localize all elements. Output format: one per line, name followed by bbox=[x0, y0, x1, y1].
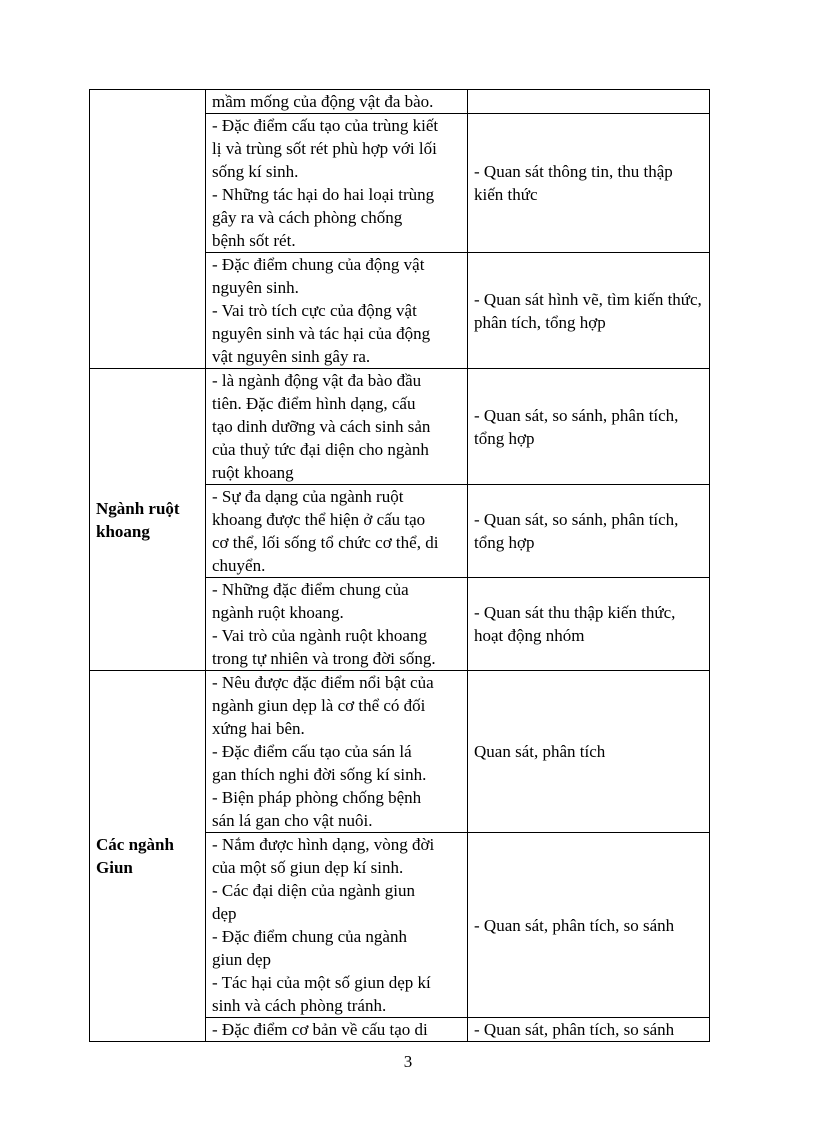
content-line: giun dẹp bbox=[212, 950, 272, 969]
content-line: xứng hai bên. bbox=[212, 719, 305, 738]
content-line: - Đặc điểm cấu tạo của sán lá bbox=[212, 742, 412, 761]
content-line: lị và trùng sốt rét phù hợp với lối bbox=[212, 139, 437, 158]
content-line: của một số giun dẹp kí sinh. bbox=[212, 858, 404, 877]
table-row bbox=[90, 90, 710, 114]
content-line: - Nêu được đặc điểm nổi bật của bbox=[212, 673, 434, 692]
method-cell bbox=[468, 90, 710, 114]
content-line: sống kí sinh. bbox=[212, 162, 299, 181]
page-number: 3 bbox=[403, 1052, 413, 1071]
content-line: tiên. Đặc điểm hình dạng, cấu bbox=[212, 394, 416, 413]
content-line: mầm mống của động vật đa bào. bbox=[212, 92, 434, 111]
content-line: của thuỷ tức đại diện cho ngành bbox=[212, 440, 429, 459]
content-line: - Những đặc điểm chung của bbox=[212, 580, 409, 599]
content-line: ngành giun dẹp là cơ thể có đối bbox=[212, 696, 426, 715]
method-cell: - Quan sát thu thập kiến thức, hoạt động nhóm bbox=[468, 578, 710, 671]
content-line: bệnh sốt rét. bbox=[212, 231, 296, 250]
content-line: - Nắm được hình dạng, vòng đời bbox=[212, 835, 435, 854]
content-line: - Đặc điểm cơ bản về cấu tạo di bbox=[212, 1020, 428, 1039]
topic-cell: Các ngành Giun bbox=[90, 671, 206, 1042]
table-row bbox=[90, 671, 710, 833]
topic-cell bbox=[90, 90, 206, 369]
content-line: - là ngành động vật đa bào đầu bbox=[212, 371, 422, 390]
content-line: - Sự đa dạng của ngành ruột bbox=[212, 487, 404, 506]
content-line: nguyên sinh. bbox=[212, 278, 299, 297]
method-cell: Quan sát, phân tích bbox=[468, 671, 710, 833]
content-line: - Biện pháp phòng chống bệnh bbox=[212, 788, 422, 807]
content-line: - Vai trò của ngành ruột khoang bbox=[212, 626, 427, 645]
content-line: nguyên sinh và tác hại của động bbox=[212, 324, 431, 343]
content-cell bbox=[206, 369, 468, 485]
content-line: - Các đại diện của ngành giun bbox=[212, 881, 415, 900]
content-line: gây ra và cách phòng chống bbox=[212, 208, 403, 227]
method-cell: - Quan sát, phân tích, so sánh bbox=[468, 833, 710, 1018]
method-cell: - Quan sát thông tin, thu thập kiến thức bbox=[468, 114, 710, 253]
content-line: - Đặc điểm chung của ngành bbox=[212, 927, 407, 946]
content-line: - Đặc điểm chung của động vật bbox=[212, 255, 425, 274]
table-row bbox=[90, 369, 710, 485]
method-cell: - Quan sát, so sánh, phân tích, tổng hợp bbox=[468, 369, 710, 485]
content-table bbox=[89, 89, 710, 1042]
content-cell bbox=[206, 1018, 468, 1042]
content-line: dẹp bbox=[212, 904, 237, 923]
content-cell bbox=[206, 578, 468, 671]
content-line: chuyển. bbox=[212, 556, 266, 575]
method-cell: - Quan sát, phân tích, so sánh bbox=[468, 1018, 710, 1042]
content-cell bbox=[206, 485, 468, 578]
content-line: - Những tác hại do hai loại trùng bbox=[212, 185, 435, 204]
method-cell: - Quan sát hình vẽ, tìm kiến thức, phân tích, tổng hợp bbox=[468, 253, 710, 369]
content-line: - Tác hại của một số giun dẹp kí bbox=[212, 973, 431, 992]
content-line: cơ thể, lối sống tổ chức cơ thể, di bbox=[212, 533, 439, 552]
content-cell bbox=[206, 833, 468, 1018]
topic-cell: Ngành ruột khoang bbox=[90, 369, 206, 671]
content-line: tạo dinh dưỡng và cách sinh sản bbox=[212, 417, 431, 436]
content-cell bbox=[206, 253, 468, 369]
method-cell: - Quan sát, so sánh, phân tích, tổng hợp bbox=[468, 485, 710, 578]
content-cell bbox=[206, 114, 468, 253]
content-line: trong tự nhiên và trong đời sống. bbox=[212, 649, 436, 668]
content-cell bbox=[206, 671, 468, 833]
content-line: ngành ruột khoang. bbox=[212, 603, 344, 622]
content-line: ruột khoang bbox=[212, 463, 294, 482]
content-line: - Đặc điểm cấu tạo của trùng kiết bbox=[212, 116, 439, 135]
content-line: vật nguyên sinh gây ra. bbox=[212, 347, 371, 366]
content-line: sán lá gan cho vật nuôi. bbox=[212, 811, 373, 830]
content-line: gan thích nghi đời sống kí sinh. bbox=[212, 765, 427, 784]
content-cell bbox=[206, 90, 468, 114]
content-line: sinh và cách phòng tránh. bbox=[212, 996, 387, 1015]
content-line: - Vai trò tích cực của động vật bbox=[212, 301, 417, 320]
content-line: khoang được thể hiện ở cấu tạo bbox=[212, 510, 426, 529]
